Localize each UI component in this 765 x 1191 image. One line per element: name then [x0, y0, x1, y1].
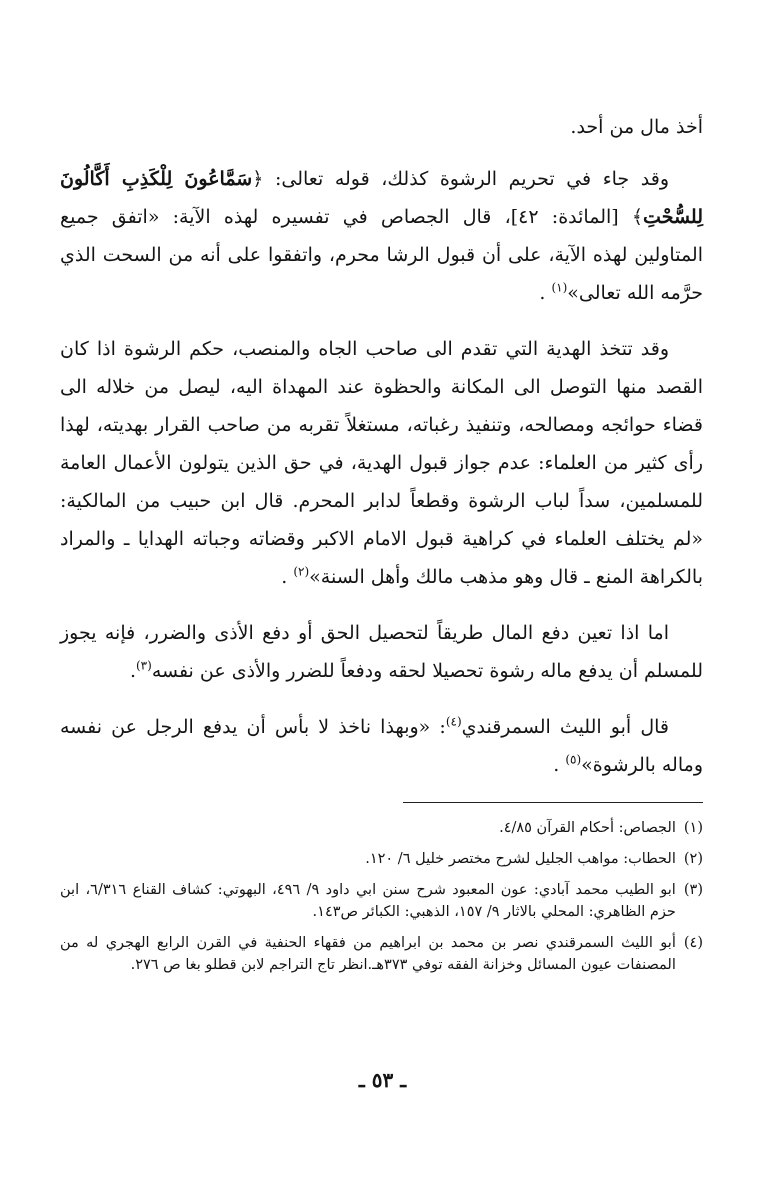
footnote-ref-2[interactable]: (٢) — [293, 564, 310, 579]
footnote-item — [60, 848, 703, 870]
paragraph-4 — [60, 614, 703, 690]
paragraph-3 — [60, 330, 703, 596]
paragraph-1 — [60, 108, 703, 146]
paragraph-5-lead: قال أبو الليث السمرقندي — [461, 716, 669, 738]
paragraph-2-intro: وقد جاء في تحريم الرشوة كذلك، قوله تعالى: — [274, 168, 669, 190]
paragraph-5 — [60, 708, 703, 784]
paragraph-5-end: . — [553, 754, 566, 776]
paragraph-5-text: : «وبهذا ناخذ لا بأس أن يدفع الرجل عن نفسه وماله بالرشوة» — [60, 716, 703, 776]
paragraph-4-end: . — [129, 660, 136, 682]
paragraph-4-text: اما اذا تعين دفع المال طريقاً لتحصيل الحق أو دفع الأذى والضرر، فإنه يجوز للمسلم أن يدفع ماله رشوة تحصيلا لحقه ودفعاً للضرر والأذى عن نفسه — [60, 622, 703, 682]
paragraph-3-end: . — [281, 566, 294, 588]
footnote-divider — [403, 802, 703, 803]
verse-close-bracket: ﴾ — [631, 206, 644, 228]
footnote-number: (١) — [683, 820, 703, 836]
verse-open-bracket: ﴿ — [252, 168, 264, 190]
paragraph-2-end: . — [539, 282, 552, 304]
footnote-number: (٤) — [683, 935, 703, 951]
page-number: ـ ٥٣ ـ — [358, 1068, 407, 1092]
paragraph-2-text: ، قال الجصاص في تفسيره لهذه الآية: «اتفق جميع المتاولين لهذه الآية، على أن قبول الرشا محرم، واتفقوا على أنه من السحت الذي حرَّمه الله تعالى» — [60, 206, 703, 304]
footnote-number: (٢) — [683, 851, 703, 867]
verse-citation: [المائدة: ٤٢] — [510, 206, 619, 228]
footnote-ref-1[interactable]: (١) — [551, 280, 568, 295]
footnote-number: (٣) — [683, 882, 703, 898]
paragraph-3-text: وقد تتخذ الهدية التي تقدم الى صاحب الجاه والمنصب، حكم الرشوة اذا كان القصد منها التوصل الى المكانة والحظوة عند المهداة اليه، ليصل من خلاله الى قضاء حوائجه ومصالحه، وتنفيذ رغباته، مستغلاً تقربه من صاحب القرار بهديته، لهذا رأى كثير من العلماء: عدم جواز قبول الهدية، في حق الذين يتولون الأعمال العامة للمسلمين، سداً لباب الرشوة وقطعاً لدابر المحرم. قال ابن حبيب من المالكية: «لم يختلف العلماء في كراهية قبول الامام الاكبر وقضاته وجباته الهدايا ـ والمراد بالكراهة المنع ـ قال وهو مذهب مالك وأهل السنة» — [60, 338, 703, 588]
quran-verse: سَمَّاعُونَ لِلْكَذِبِ أَكَّالُونَ لِلسُّحْتِ — [60, 168, 703, 228]
paragraph-2 — [60, 160, 703, 312]
footnote-text: أبو الليث السمرقندي نصر بن محمد بن ابراهيم من فقهاء الحنفية في القرن الرابع الهجري له من المصنفات عيون المسائل وخزانة الفقه توفي ٣٧٣هـ.انظر تاج التراجم لابن قطلو بغا ص ٢٧٦. — [60, 935, 676, 973]
footnotes — [60, 817, 703, 976]
footnote-ref-3[interactable]: (٣) — [135, 658, 152, 673]
footnote-text: الجصاص: أحكام القرآن ٤/٨٥. — [499, 820, 676, 836]
footnote-item — [60, 932, 703, 976]
footnote-item — [60, 879, 703, 923]
footnote-ref-4[interactable]: (٤) — [445, 714, 462, 729]
footnote-ref-5[interactable]: (٥) — [565, 752, 582, 767]
footnote-item — [60, 817, 703, 839]
paragraph-1-text: أخذ مال من أحد. — [570, 116, 703, 138]
footnote-text: ابو الطيب محمد آبادي: عون المعبود شرح سنن ابي داود ٩/ ٤٩٦، البهوتي: كشاف القناع ٦/٣١٦، ابن حزم الظاهري: المحلي بالاثار ٩/ ١٥٧، الذهبي: الكبائر ص١٤٣. — [60, 882, 676, 920]
footnote-text: الحطاب: مواهب الجليل لشرح مختصر خليل ٦/ ١٢٠. — [365, 851, 676, 867]
main-text — [60, 108, 703, 784]
